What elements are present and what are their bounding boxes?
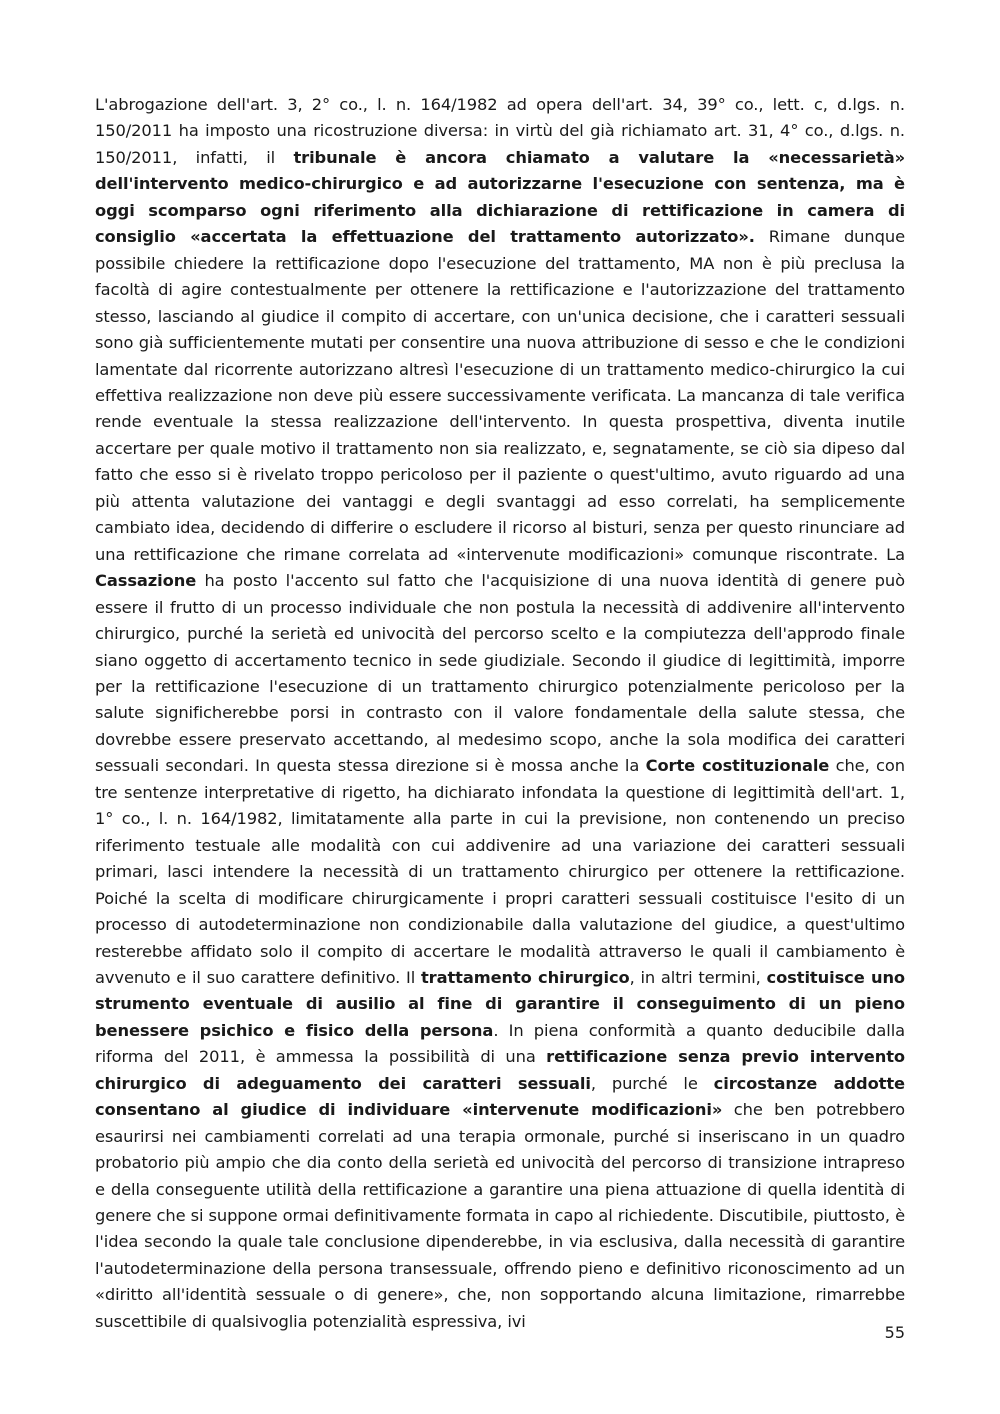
bold-text-run: tribunale è ancora chiamato a valutare la «necessarietà» dell'intervento medico-chirurgico e ad autorizzarne l'esecuzione con sentenza, ma è oggi scomparso ogni riferimento alla dichiarazione di rettificazione in camera di consiglio «accertata la effettuazione del trattamento autorizzato». xyxy=(95,147,906,247)
bold-text-run: Corte costituzionale xyxy=(645,756,830,776)
text-run: che ben potrebbero esaurirsi nei cambiamenti correlati ad una terapia ormonale, purché si inseriscano in un quadro probatorio più ampio che dia conto della serietà ed univocità del percorso di transizione intrapreso e della conseguente utilità della rettificazione a garantire una piena attuazione di quella identità di genere che si suppone ormai definitivamente formata in capo al richiedente. Discutibile, piuttosto, è l'idea secondo la quale tale conclusione dipenderebbe, in via esclusiva, dalla necessità di garantire l'autodeterminazione della persona transessuale, offrendo pieno e definitivo riconoscimento ad un «diritto all'identità sessuale o di genere», che, non sopportando alcuna limitazione, rimarrebbe suscettibile di qualsivoglia potenzialità espressiva, ivi xyxy=(95,1100,905,1331)
text-run: che, con tre sentenze interpretative di rigetto, ha dichiarato infondata la questione di legittimità dell'art. 1, 1° co., l. n. 164/1982, limitatamente alla parte in cui la previsione, non contenendo un preciso riferimento testuale alle modalità con cui addivenire ad una variazione dei caratteri sessuali primari, lasci intendere la necessità di un trattamento chirurgico per ottenere la rettificazione. Poiché la scelta di modificare chirurgicamente i propri caratteri sessuali costituisce l'esito di un processo di autodeterminazione non condizionabile dalla valutazione del giudice, a quest'ultimo resterebbe affidato solo il compito di accertare le modalità attraverso le quali il cambiamento è avvenuto e il suo carattere definitivo. Il xyxy=(95,756,905,987)
page-number: 55 xyxy=(884,1323,905,1342)
text-run: Rimane dunque possibile chiedere la rettificazione dopo l'esecuzione del trattamento, MA non è più preclusa la facoltà di agire contestualmente per ottenere la rettificazione e l'autorizzazione del trattamento stesso, lasciando al giudice il compito di accertare, con un'unica decisione, che i caratteri sessuali sono già sufficientemente mutati per consentire una nuova attribuzione di sesso e che le condizioni lamentate dal ricorrente autorizzano altresì l'esecuzione di un trattamento medico-chirurgico la cui effettiva realizzazione non deve più essere successivamente verificata. La mancanza di tale verifica rende eventuale la stessa realizzazione dell'intervento. In questa prospettiva, diventa inutile accertare per quale motivo il trattamento non sia realizzato, e, segnatamente, se ciò sia dipeso dal fatto che esso si è rivelato troppo pericoloso per il paziente o quest'ultimo, avuto riguardo ad una più attenta valutazione dei vantaggi e degli svantaggi ad esso correlati, ha semplicemente cambiato idea, decidendo di differire o escludere il ricorso al bisturi, senza per questo rinunciare ad una rettificazione che rimane correlata ad «intervenute modificazioni» comunque riscontrate. La xyxy=(95,227,905,564)
bold-text-run: circostanze addotte consentano al giudice di individuare «intervenute modificazioni» xyxy=(95,1073,905,1120)
text-run: L'abrogazione dell'art. 3, 2° co., l. n. 164/1982 ad opera dell'art. 34, 39° co., lett. c, d.lgs. n. 150/2011 ha imposto una ricostruzione diversa: in virtù del già richiamato art. 31, 4° co., d.lgs. n. 150/2011, infatti, il xyxy=(95,95,905,167)
body-paragraph xyxy=(95,92,905,1335)
bold-text-run: Cassazione xyxy=(95,571,197,591)
text-run: ha posto l'accento sul fatto che l'acquisizione di una nuova identità di genere può essere il frutto di un processo individuale che non postula la necessità di addivenire all'intervento chirurgico, purché la serietà ed univocità del percorso scelto e la compiutezza dell'approdo finale siano oggetto di accertamento tecnico in sede giudiziale. Secondo il giudice di legittimità, imporre per la rettificazione l'esecuzione di un trattamento chirurgico potenzialmente pericoloso per la salute significherebbe porsi in contrasto con il valore fondamentale della salute stessa, che dovrebbe essere preservato accettando, al medesimo scopo, anche la sola modifica dei caratteri sessuali secondari. In questa stessa direzione si è mossa anche la xyxy=(95,571,905,776)
bold-text-run: trattamento chirurgico xyxy=(420,967,630,987)
document-body xyxy=(95,92,905,1335)
bold-text-run: costituisce uno strumento eventuale di ausilio al fine di garantire il conseguimento di un pieno benessere psichico e fisico della persona xyxy=(95,967,906,1040)
text-run: . In piena conformità a quanto deducibile dalla riforma del 2011, è ammessa la possibilità di una xyxy=(95,1020,905,1067)
bold-text-run: rettificazione senza previo intervento chirurgico di adeguamento dei caratteri sessuali xyxy=(95,1047,905,1093)
text-run: , purché le xyxy=(590,1073,714,1093)
text-run: , in altri termini, xyxy=(629,967,767,987)
